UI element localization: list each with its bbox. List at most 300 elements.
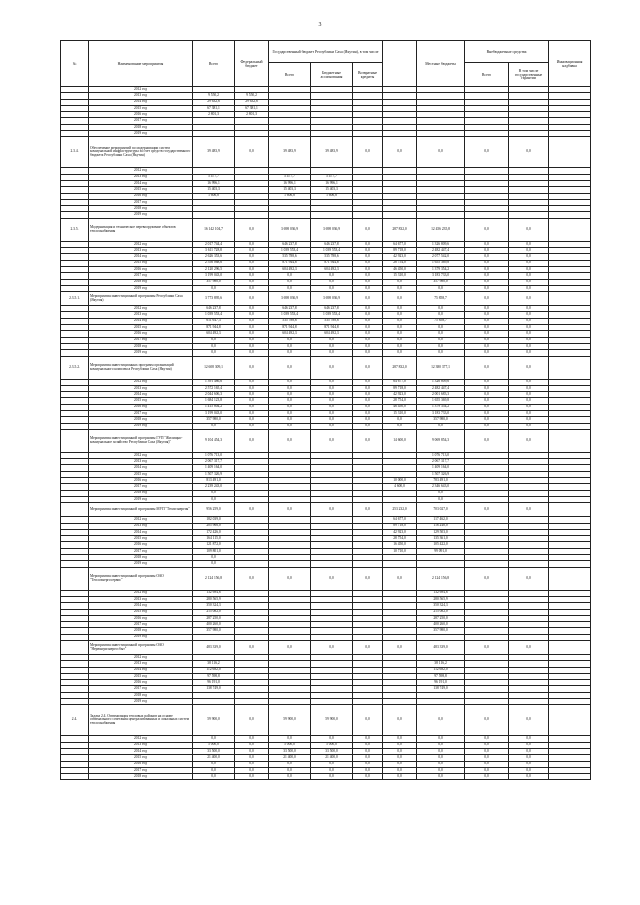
cell-federal: 0,0 [235, 325, 269, 331]
cell-year: 2017 год [89, 548, 193, 554]
table-row-measure [61, 429, 591, 452]
cell-state-return: 0,0 [353, 218, 383, 241]
cell-extra-guaranteed: 0,0 [465, 337, 509, 343]
cell-state-return: 0,0 [353, 567, 383, 590]
cell-year: 2013 год [89, 312, 193, 318]
cell-total: 39 483,9 [193, 137, 235, 168]
cell-year: 2018 год [89, 417, 193, 423]
cell-state-return: 0,0 [353, 385, 383, 391]
cell-extra-guaranteed: 0,0 [465, 350, 509, 356]
cell-extra-total: 357 980,0 [417, 417, 465, 423]
cell-extra [549, 705, 591, 736]
cell-total: 1 409 164,0 [193, 465, 235, 471]
cell-extra-total: 0,0 [417, 331, 465, 337]
cell-local: 0,0 [383, 417, 417, 423]
cell-state-return: 0,0 [353, 279, 383, 285]
header-placeholder-2 [383, 63, 417, 87]
cell-total: 182 039,0 [193, 517, 235, 523]
cell-total: 21 400,0 [193, 755, 235, 761]
table-row-measure [61, 218, 591, 241]
cell-local: 0,0 [383, 705, 417, 736]
cell-state-allocations: 535 788,6 [311, 254, 353, 260]
cell-extra [549, 429, 591, 452]
cell-federal: 0,0 [235, 742, 269, 748]
cell-year: 2012 год [89, 241, 193, 247]
cell-extra-guaranteed: 0,0 [465, 705, 509, 736]
cell-state-total: 535 788,6 [269, 254, 311, 260]
cell-year: 2017 год [89, 199, 193, 205]
cell-federal: 0,0 [235, 748, 269, 754]
cell-year: 2015 год [89, 398, 193, 404]
cell-innovation: 0,0 [509, 755, 549, 761]
cell-state-allocations: 0,0 [311, 285, 353, 291]
cell-state-allocations: 0,0 [311, 567, 353, 590]
cell-state-allocations: 0,0 [311, 379, 353, 385]
cell-extra-total: 0,0 [417, 137, 465, 168]
cell-total: 0,0 [193, 736, 235, 742]
cell-innovation: 0,0 [509, 404, 549, 410]
cell-innovation: 0,0 [509, 254, 549, 260]
cell-year: 2016 год [89, 266, 193, 272]
cell-total: 3 199 043,0 [193, 273, 235, 279]
cell-extra-guaranteed: 0,0 [465, 736, 509, 742]
cell-state-return: 0,0 [353, 343, 383, 349]
cell-extra-guaranteed: 0,0 [465, 279, 509, 285]
cell-code [61, 641, 89, 655]
cell-innovation: 0,0 [509, 312, 549, 318]
cell-state-return: 0,0 [353, 379, 383, 385]
cell-extra-total: 0,0 [417, 736, 465, 742]
cell-extra-total: 0,0 [417, 755, 465, 761]
cell-extra-guaranteed: 0,0 [465, 306, 509, 312]
cell-state-allocations: 1 606,8 [311, 193, 353, 199]
cell-local: 0,0 [383, 337, 417, 343]
cell-extra-guaranteed: 0,0 [465, 398, 509, 404]
cell-extra-guaranteed: 0,0 [465, 266, 509, 272]
cell-total: 1 415 804,2 [193, 404, 235, 410]
cell-total: 5 477,7 [193, 174, 235, 180]
cell-extra-total: 2 067 317,7 [417, 459, 465, 465]
cell-extra-total: 112 682,0 [417, 667, 465, 673]
cell-local: 0,0 [383, 312, 417, 318]
cell-federal: 0,0 [235, 567, 269, 590]
cell-extra-guaranteed: 0,0 [465, 755, 509, 761]
cell-state-return: 0,0 [353, 774, 383, 780]
header-state-group: Государственный бюджет Республики Саха (Якутия), в том числе [269, 41, 383, 63]
cell-extra-total: 0,0 [417, 496, 465, 502]
cell-year: 2013 год [89, 248, 193, 254]
cell-state-total: 39 483,9 [269, 137, 311, 168]
cell-extra-total: 357 980,0 [417, 628, 465, 634]
cell-state-total: 0,0 [269, 398, 311, 404]
cell-year: 2012 год [89, 736, 193, 742]
cell-extra-total: 0,0 [417, 742, 465, 748]
cell-innovation: 0,0 [509, 356, 549, 379]
cell-federal: 0,0 [235, 137, 269, 168]
cell-total: 3 611 728,8 [193, 248, 235, 254]
cell-innovation: 0,0 [509, 285, 549, 291]
cell-state-allocations: 21 400,0 [311, 755, 353, 761]
cell-local: 0,0 [383, 748, 417, 754]
cell-state-return: 0,0 [353, 254, 383, 260]
cell-extra-guaranteed: 0,0 [465, 503, 509, 517]
cell-extra-total: 9 069 854,3 [417, 429, 465, 452]
cell-state-allocations: 15 403,3 [311, 187, 353, 193]
cell-year: 2016 год [89, 193, 193, 199]
cell-state-return: 0,0 [353, 285, 383, 291]
cell-extra-total: 215 082,0 [417, 609, 465, 615]
cell-state-return: 0,0 [353, 292, 383, 306]
cell-extra-guaranteed: 0,0 [465, 385, 509, 391]
cell-state-total: 0,0 [269, 423, 311, 429]
cell-innovation: 0,0 [509, 273, 549, 279]
cell-local: 287 832,0 [383, 356, 417, 379]
cell-year: 2017 год [89, 410, 193, 416]
cell-extra-guaranteed: 0,0 [465, 325, 509, 331]
cell-state-total: 33 500,0 [269, 748, 311, 754]
cell-total: 138 749,0 [193, 686, 235, 692]
cell-year: 2016 год [89, 478, 193, 484]
cell-innovation: 0,0 [509, 279, 549, 285]
cell-innovation: 0,0 [509, 705, 549, 736]
cell-extra [549, 567, 591, 590]
cell-extra-total: 0,0 [417, 343, 465, 349]
cell-state-return: 0,0 [353, 641, 383, 655]
cell-extra-total: 1 379 354,2 [417, 404, 465, 410]
cell-state-return: 0,0 [353, 306, 383, 312]
cell-state-allocations: 1 039 553,4 [311, 248, 353, 254]
cell-year: 2013 год [89, 93, 193, 99]
cell-year: 2013 год [89, 385, 193, 391]
cell-innovation: 0,0 [509, 392, 549, 398]
cell-measure-name: Мероприятия инвестиционной программы МУП "Теплоэнергия" [89, 503, 193, 517]
cell-local: 0,0 [383, 292, 417, 306]
cell-local: 0,0 [383, 331, 417, 337]
table-row-measure [61, 137, 591, 168]
cell-extra-total: 75 858,7 [417, 318, 465, 324]
cell-year: 2014 год [89, 318, 193, 324]
cell-year: 2014 год [89, 254, 193, 260]
cell-innovation: 0,0 [509, 292, 549, 306]
cell-state-return: 0,0 [353, 761, 383, 767]
cell-state-allocations: 0,0 [311, 343, 353, 349]
cell-total: 132 694,6 [193, 590, 235, 596]
cell-total: 2 556 068,6 [193, 260, 235, 266]
cell-extra-guaranteed: 0,0 [465, 285, 509, 291]
cell-year: 2014 год [89, 529, 193, 535]
cell-state-return: 0,0 [353, 350, 383, 356]
table-row-measure [61, 292, 591, 306]
cell-state-total: 5 000,0 [269, 742, 311, 748]
cell-innovation: 0,0 [509, 423, 549, 429]
header-placeholder [383, 41, 417, 63]
cell-total: 0,0 [193, 767, 235, 773]
cell-year: 2013 год [89, 174, 193, 180]
cell-year: 2016 год [89, 542, 193, 548]
cell-innovation: 0,0 [509, 318, 549, 324]
cell-local: 0,0 [383, 774, 417, 780]
cell-state-return: 0,0 [353, 318, 383, 324]
cell-year: 2017 год [89, 686, 193, 692]
cell-state-total: 0,0 [269, 761, 311, 767]
cell-total: 5 000,0 [193, 742, 235, 748]
cell-federal: 29 632,6 [235, 99, 269, 105]
cell-local: 253 232,0 [383, 503, 417, 517]
cell-total: 357 980,0 [193, 417, 235, 423]
table-row-measure [61, 356, 591, 379]
cell-total: 0,0 [193, 350, 235, 356]
cell-extra [549, 774, 591, 780]
cell-total: 2 124 156,8 [193, 567, 235, 590]
cell-code: 2.4. [61, 705, 89, 736]
cell-extra-total: 2 077 542,0 [417, 254, 465, 260]
cell-local: 0,0 [383, 736, 417, 742]
cell-total: 357 980,0 [193, 279, 235, 285]
cell-extra-total: 2 001 683,3 [417, 392, 465, 398]
cell-code [61, 567, 89, 590]
header-federal: Федеральный бюджет [235, 41, 269, 87]
cell-total: 3 773 895,6 [193, 292, 235, 306]
cell-local: 46 450,0 [383, 404, 417, 410]
cell-state-total: 0,0 [269, 379, 311, 385]
cell-state-total: 0,0 [269, 641, 311, 655]
cell-total: 1 076 713,0 [193, 452, 235, 458]
cell-state-total: 604 492,3 [269, 331, 311, 337]
cell-state-total: 3 698 036,9 [269, 218, 311, 241]
cell-total: 0,0 [193, 337, 235, 343]
cell-state-allocations: 871 944,8 [311, 325, 353, 331]
cell-extra-total: 0,0 [417, 767, 465, 773]
header-state-total: Всего [269, 63, 311, 87]
cell-total: 38 116,2 [193, 661, 235, 667]
cell-total: 400 260,0 [193, 622, 235, 628]
cell-year: 2014 год [89, 748, 193, 754]
cell-year: 2018 год [89, 555, 193, 561]
cell-state-return: 0,0 [353, 273, 383, 279]
cell-extra-total: 1 379 354,2 [417, 266, 465, 272]
cell-extra-total: 132 694,6 [417, 590, 465, 596]
cell-extra-total: 38 116,2 [417, 661, 465, 667]
cell-extra-total: 0,0 [417, 312, 465, 318]
cell-extra-total: 99 091,0 [417, 548, 465, 554]
header-local: Местные бюджеты [417, 41, 465, 87]
cell-innovation: 0,0 [509, 137, 549, 168]
header-total: Всего [193, 41, 235, 87]
cell-year: 2014 год [89, 180, 193, 186]
cell-state-allocations: 0,0 [311, 429, 353, 452]
cell-total: 2 801,3 [193, 112, 235, 118]
cell-federal: 0,0 [235, 761, 269, 767]
cell-state-return: 0,0 [353, 417, 383, 423]
cell-innovation: 0,0 [509, 260, 549, 266]
cell-local: 4 600,0 [383, 484, 417, 490]
cell-total: 0,0 [193, 496, 235, 502]
cell-local: 0,0 [383, 325, 417, 331]
cell-year: 2016 год [89, 112, 193, 118]
cell-year: 2015 год [89, 673, 193, 679]
cell-year: 2016 год [89, 404, 193, 410]
cell-state-allocations: 0,0 [311, 767, 353, 773]
cell-year: 2012 год [89, 452, 193, 458]
header-extra-total: Всего [465, 63, 509, 87]
cell-federal: 67 381,1 [235, 105, 269, 111]
cell-year: 2013 год [89, 661, 193, 667]
cell-state-total: 646 237,8 [269, 241, 311, 247]
cell-local: 0,0 [383, 641, 417, 655]
cell-state-total: 871 944,8 [269, 325, 311, 331]
cell-local: 15 310,0 [383, 410, 417, 416]
cell-year: 2015 год [89, 536, 193, 542]
cell-measure-name: Модернизация и техническое перевооружение объектов теплоснабжения [89, 218, 193, 241]
cell-year: 2017 год [89, 273, 193, 279]
cell-extra-total: 0,0 [417, 285, 465, 291]
cell-extra-total: 350 324,3 [417, 603, 465, 609]
table-row-measure [61, 641, 591, 655]
cell-federal: 0,0 [235, 241, 269, 247]
cell-state-allocations: 0,0 [311, 385, 353, 391]
cell-extra [549, 641, 591, 655]
cell-measure-name: Мероприятия инвестиционной программы ГУП "Жилищно-коммунальное хозяйство Республики Саха (Якутия)" [89, 429, 193, 452]
cell-measure-name: Мероприятия инвестиционной программы Республики Саха (Якутия) [89, 292, 193, 306]
cell-innovation: 0,0 [509, 417, 549, 423]
cell-local: 89 718,0 [383, 385, 417, 391]
cell-year: 2019 год [89, 634, 193, 640]
cell-extra-total: 0,0 [417, 761, 465, 767]
cell-extra-guaranteed: 0,0 [465, 292, 509, 306]
cell-federal: 0,0 [235, 755, 269, 761]
cell-state-return: 0,0 [353, 325, 383, 331]
cell-state-return: 0,0 [353, 137, 383, 168]
cell-extra-total: 1 326 809,6 [417, 379, 465, 385]
cell-extra-total: 0,0 [417, 423, 465, 429]
cell-state-allocations: 3 698 036,9 [311, 292, 353, 306]
cell-state-return: 0,0 [353, 260, 383, 266]
cell-year: 2013 год [89, 459, 193, 465]
cell-state-return: 0,0 [353, 742, 383, 748]
cell-federal: 0,0 [235, 503, 269, 517]
cell-state-allocations: 0,0 [311, 503, 353, 517]
cell-state-return: 0,0 [353, 248, 383, 254]
cell-local: 0,0 [383, 279, 417, 285]
cell-extra-total: 97 598,8 [417, 673, 465, 679]
header-name: Наименование мероприятия [89, 41, 193, 87]
cell-state-allocations: 0,0 [311, 761, 353, 767]
budget-table [60, 40, 591, 780]
cell-extra-total: 12 456 235,8 [417, 218, 465, 241]
cell-extra-total: 116 248,0 [417, 523, 465, 529]
cell-total: 611 647,3 [193, 318, 235, 324]
cell-extra-total: 0,0 [417, 748, 465, 754]
cell-state-total: 21 400,0 [269, 755, 311, 761]
cell-federal: 0,0 [235, 410, 269, 416]
cell-extra-total: 0,0 [417, 774, 465, 780]
cell-year: 2015 год [89, 260, 193, 266]
cell-state-allocations: 0,0 [311, 350, 353, 356]
cell-year: 2014 год [89, 99, 193, 105]
cell-state-total: 646 237,8 [269, 306, 311, 312]
cell-code: 2.3.5.1. [61, 292, 89, 306]
cell-federal: 0,0 [235, 312, 269, 318]
cell-state-total: 0,0 [269, 285, 311, 291]
cell-federal: 0,0 [235, 279, 269, 285]
cell-state-return: 0,0 [353, 410, 383, 416]
cell-total: 1 039 553,4 [193, 312, 235, 318]
cell-innovation: 0,0 [509, 325, 549, 331]
cell-total: 9 550,2 [193, 93, 235, 99]
cell-year: 2012 год [89, 655, 193, 661]
cell-state-total: 0,0 [269, 350, 311, 356]
cell-year: 2018 год [89, 124, 193, 130]
cell-extra-guaranteed: 0,0 [465, 248, 509, 254]
cell-state-allocations: 0,0 [311, 398, 353, 404]
cell-extra-guaranteed: 0,0 [465, 312, 509, 318]
cell-state-allocations: 0,0 [311, 736, 353, 742]
cell-extra-guaranteed: 0,0 [465, 218, 509, 241]
cell-total: 2 626 353,6 [193, 254, 235, 260]
header-innovation: Инновационная надбавка [549, 41, 591, 87]
cell-state-total: 15 403,3 [269, 187, 311, 193]
cell-federal: 0,0 [235, 248, 269, 254]
cell-innovation: 0,0 [509, 767, 549, 773]
cell-extra-total: 280 565,9 [417, 596, 465, 602]
cell-federal: 0,0 [235, 705, 269, 736]
cell-total: 0,0 [193, 490, 235, 496]
cell-state-return: 0,0 [353, 736, 383, 742]
table-row-measure [61, 503, 591, 517]
cell-extra-total: 3 183 733,0 [417, 273, 465, 279]
cell-year: 2015 год [89, 609, 193, 615]
cell-total: 12 608 309,1 [193, 356, 235, 379]
cell-year: 2015 год [89, 325, 193, 331]
cell-extra-guaranteed: 0,0 [465, 567, 509, 590]
cell-state-allocations: 0,0 [311, 279, 353, 285]
cell-state-allocations: 3 698 036,9 [311, 218, 353, 241]
cell-total: 2 120 296,5 [193, 266, 235, 272]
cell-state-allocations: 0,0 [311, 356, 353, 379]
cell-innovation: 0,0 [509, 218, 549, 241]
cell-year: 2015 год [89, 105, 193, 111]
cell-state-total: 16 996,1 [269, 180, 311, 186]
cell-code [61, 503, 89, 517]
cell-extra-guaranteed: 0,0 [465, 417, 509, 423]
cell-total: 33 500,0 [193, 748, 235, 754]
cell-federal: 0,0 [235, 273, 269, 279]
cell-year: 2016 год [89, 615, 193, 621]
cell-state-allocations: 33 500,0 [311, 748, 353, 754]
cell-year: 2012 год [89, 87, 193, 93]
cell-year: 2019 год [89, 131, 193, 137]
cell-year: 2017 год [89, 337, 193, 343]
cell-year: 2016 год [89, 680, 193, 686]
cell-measure-name: Обеспечение мероприятий по модернизации систем коммунальной инфраструктуры за счет средств государственного бюджета Республики Саха (Якутия) [89, 137, 193, 168]
cell-innovation: 0,0 [509, 410, 549, 416]
cell-state-total: 1 039 553,4 [269, 248, 311, 254]
cell-total: 96 191,0 [193, 680, 235, 686]
cell-extra-total: 400 260,0 [417, 622, 465, 628]
cell-federal: 0,0 [235, 350, 269, 356]
cell-year: 2018 год [89, 774, 193, 780]
cell-year: 2018 год [89, 692, 193, 698]
cell-extra-guaranteed: 0,0 [465, 774, 509, 780]
cell-federal: 0,0 [235, 404, 269, 410]
cell-year: 2014 год [89, 603, 193, 609]
cell-total: 16 996,1 [193, 180, 235, 186]
cell-local: 0,0 [383, 567, 417, 590]
cell-state-total: 5 477,7 [269, 174, 311, 180]
cell-local: 14 600,0 [383, 429, 417, 452]
cell-total: 15 403,3 [193, 187, 235, 193]
cell-federal: 0,0 [235, 292, 269, 306]
